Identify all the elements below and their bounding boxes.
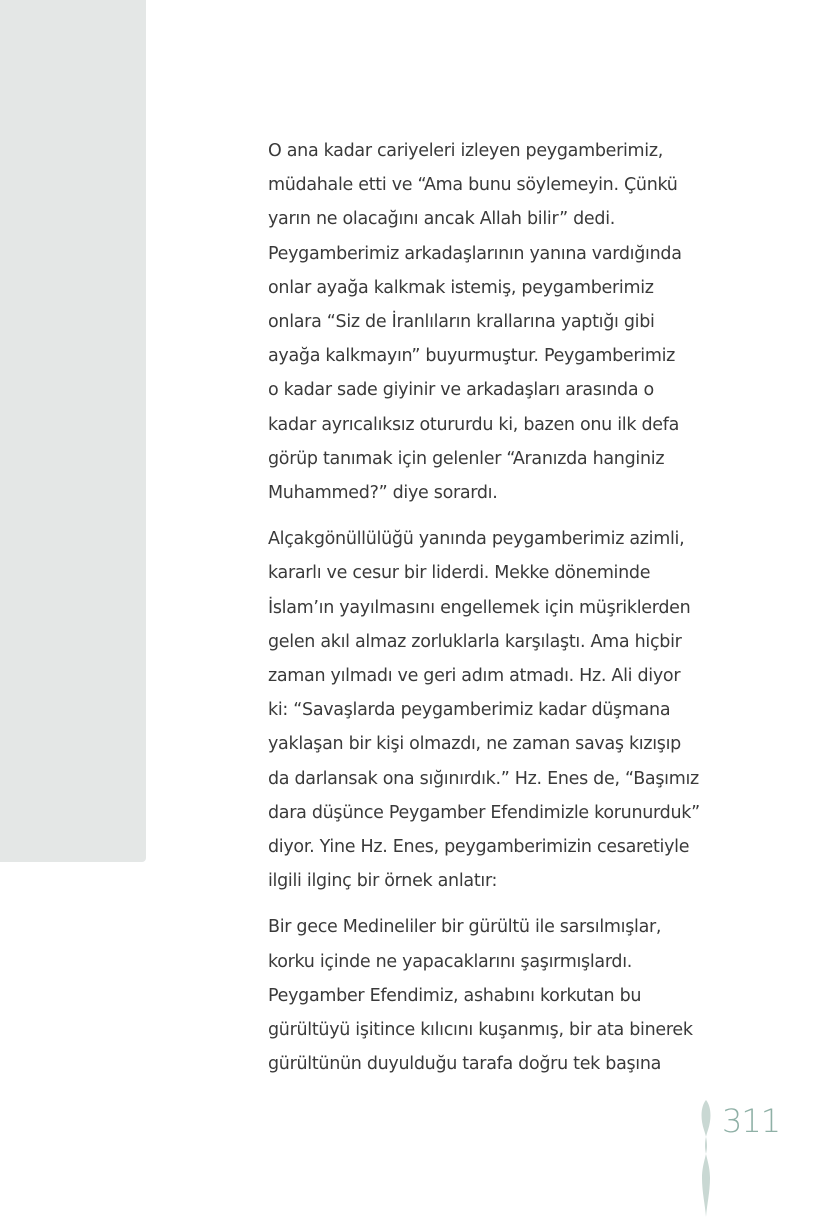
text-line: Peygamber Efendimiz, ashabını korkutan bu [268, 985, 642, 1006]
text-line: Bir gece Medineliler bir gürültü ile sarsılmışlar, [268, 917, 662, 938]
page-ornament-icon [697, 1100, 715, 1217]
side-panel [0, 0, 146, 862]
text-line: yaklaşan bir kişi olmazdı, ne zaman savaş kızışıp [268, 734, 681, 755]
text-line: Peygamberimiz arkadaşlarının yanına vardığında [268, 243, 682, 264]
text-line: kadar ayrıcalıksız otururdu ki, bazen onu ilk defa [268, 414, 679, 435]
text-line: İslam’ın yayılmasını engellemek için müşriklerden [268, 597, 691, 618]
text-line: da darlansak ona sığınırdık.” Hz. Enes de, “Başımız [268, 768, 699, 789]
text-line: korku içinde ne yapacaklarını şaşırmışlardı. [268, 951, 633, 972]
text-line: gelen akıl almaz zorluklarla karşılaştı. Ama hiçbir [268, 631, 682, 652]
text-line: görüp tanımak için gelenler “Aranızda hanginiz [268, 448, 665, 469]
body-text [268, 134, 698, 1093]
text-line: Alçakgönüllülüğü yanında peygamberimiz azimli, [268, 529, 685, 550]
paragraph-3 [268, 910, 698, 1081]
text-line: yarın ne olacağını ancak Allah bilir” dedi. [268, 209, 616, 230]
text-line: dara düşünce Peygamber Efendimizle korunurduk” [268, 802, 700, 823]
text-line: ayağa kalkmayın” buyurmuştur. Peygamberimiz [268, 346, 676, 367]
text-line: müdahale etti ve “Ama bunu söylemeyin. Çünkü [268, 175, 678, 196]
text-line: Muhammed?” diye sorardı. [268, 483, 498, 504]
text-line: gürültüyü işitince kılıcını kuşanmış, bir ata binerek [268, 1020, 693, 1041]
text-line: onlara “Siz de İranlıların krallarına yaptığı gibi [268, 312, 655, 333]
paragraph-2 [268, 522, 698, 898]
text-line: o kadar sade giyinir ve arkadaşları arasında o [268, 380, 654, 401]
page-number: 311 [722, 1102, 781, 1140]
text-line: zaman yılmadı ve geri adım atmadı. Hz. Ali diyor [268, 666, 681, 687]
text-line: O ana kadar cariyeleri izleyen peygamberimiz, [268, 141, 664, 161]
text-line: ilgili ilginç bir örnek anlatır: [268, 871, 498, 892]
text-line: gürültünün duyulduğu tarafa doğru tek başına [268, 1054, 662, 1075]
text-line: diyor. Yine Hz. Enes, peygamberimizin cesaretiyle [268, 837, 690, 858]
paragraph-1 [268, 134, 698, 510]
text-line: onlar ayağa kalkmak istemiş, peygamberimiz [268, 277, 654, 298]
text-line: kararlı ve cesur bir liderdi. Mekke döneminde [268, 563, 651, 584]
text-line: ki: “Savaşlarda peygamberimiz kadar düşmana [268, 700, 671, 721]
